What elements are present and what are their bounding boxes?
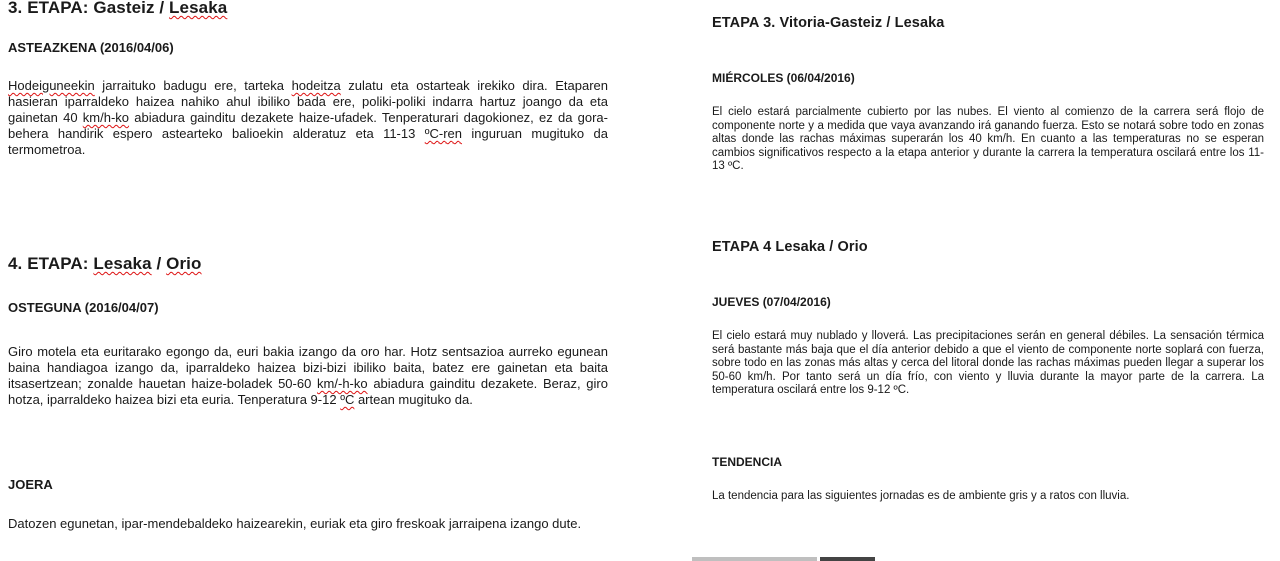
spellcheck-word: km/-h-ko [317, 376, 368, 391]
stage4-day-eu: OSTEGUNA (2016/04/07) [8, 300, 159, 315]
stage4-paragraph-es: El cielo estará muy nublado y lloverá. Las precipitaciones serán en general débiles. La sensación térmica será bastante más baja que el día anterior debido a que el viento de componente norte soplará con fuerza, sobre todo en las zonas más altas y cerca del litoral donde las rachas máximas pueden llegar a superar los 50-60 km/h. Por tanto será un día frío, con viento y lluvia durante la mayor parte de la carrera. La temperatura oscilará entre los 9-12 ºC. [712, 330, 1264, 397]
stage4-title-eu: 4. ETAPA: Lesaka / Orio [8, 254, 202, 273]
trend-paragraph-es: La tendencia para las siguientes jornadas es de ambiente gris y a ratos con lluvia. [712, 490, 1130, 502]
cropped-element-fragment [692, 557, 817, 561]
spellcheck-word: hodeitza [291, 78, 341, 93]
stage3-day-eu: ASTEAZKENA (2016/04/06) [8, 40, 174, 55]
spellcheck-word: ºC-ren [424, 126, 463, 141]
stage4-title-es: ETAPA 4 Lesaka / Orio [712, 239, 868, 255]
spellcheck-word: Hodeiguneekin [8, 78, 95, 93]
stage3-title-eu: 3. ETAPA: Gasteiz / Lesaka [8, 0, 228, 17]
cropped-element-fragment [820, 557, 875, 561]
stage3-title-es: ETAPA 3. Vitoria-Gasteiz / Lesaka [712, 15, 945, 31]
spellcheck-word: Lesaka [93, 254, 152, 273]
spellcheck-word: km/h-ko [82, 110, 130, 125]
stage3-paragraph-eu: Hodeiguneekin jarraituko badugu ere, tarteka hodeitza zulatu eta ostarteak irekiko dira. Etaparen hasieran iparraldeko haizea nahiko ahul ibiliko bada ere, poliki-poliki indarra hartuz joango da eta gainetan 40 km/h-ko abiadura gainditu dezakete haize-ufadek. Tenperaturari dagokionez, ez da gora-behera handirik espero astearteko balioekin alderatuz eta 11-13 ºC-ren inguruan mugituko da termometroa. [8, 78, 608, 157]
stage3-day-es: MIÉRCOLES (06/04/2016) [712, 71, 855, 85]
trend-heading-eu: JOERA [8, 477, 53, 492]
stage4-paragraph-eu: Giro motela eta euritarako egongo da, euri bakia izango da oro har. Hotz sentsazioa aurreko egunean baina handiagoa izango da, iparraldeko haizea bizi-bizi ibiliko baita, batez ere gainetan eta baita itsasertzean; zonalde hauetan haize-boladek 50-60 km/-h-ko abiadura gainditu dezakete. Beraz, giro hotza, iparraldeko haizea bizi eta euria. Tenperatura 9-12 ºC artean mugituko da. [8, 344, 608, 407]
trend-heading-es: TENDENCIA [712, 455, 783, 469]
spellcheck-word: Orio [166, 254, 202, 273]
stage3-paragraph-es: El cielo estará parcialmente cubierto por las nubes. El viento al comienzo de la carrera será flojo de componente norte y a medida que vaya avanzando irá ganando fuerza. Esto se notará sobre todo en zonas altas donde las rachas máximas superarán los 40 km/h. En cuanto a las temperaturas no se esperan cambios significativos respecto a la etapa anterior y durante la carrera la temperatura oscilará entre los 11-13 ºC. [712, 106, 1264, 173]
spellcheck-word: Lesaka [169, 0, 228, 17]
trend-paragraph-eu: Datozen egunetan, ipar-mendebaldeko haizearekin, euriak eta giro freskoak jarraipena izango dute. [8, 516, 582, 531]
spellcheck-word: ºC [340, 392, 355, 407]
stage4-day-es: JUEVES (07/04/2016) [712, 295, 831, 309]
